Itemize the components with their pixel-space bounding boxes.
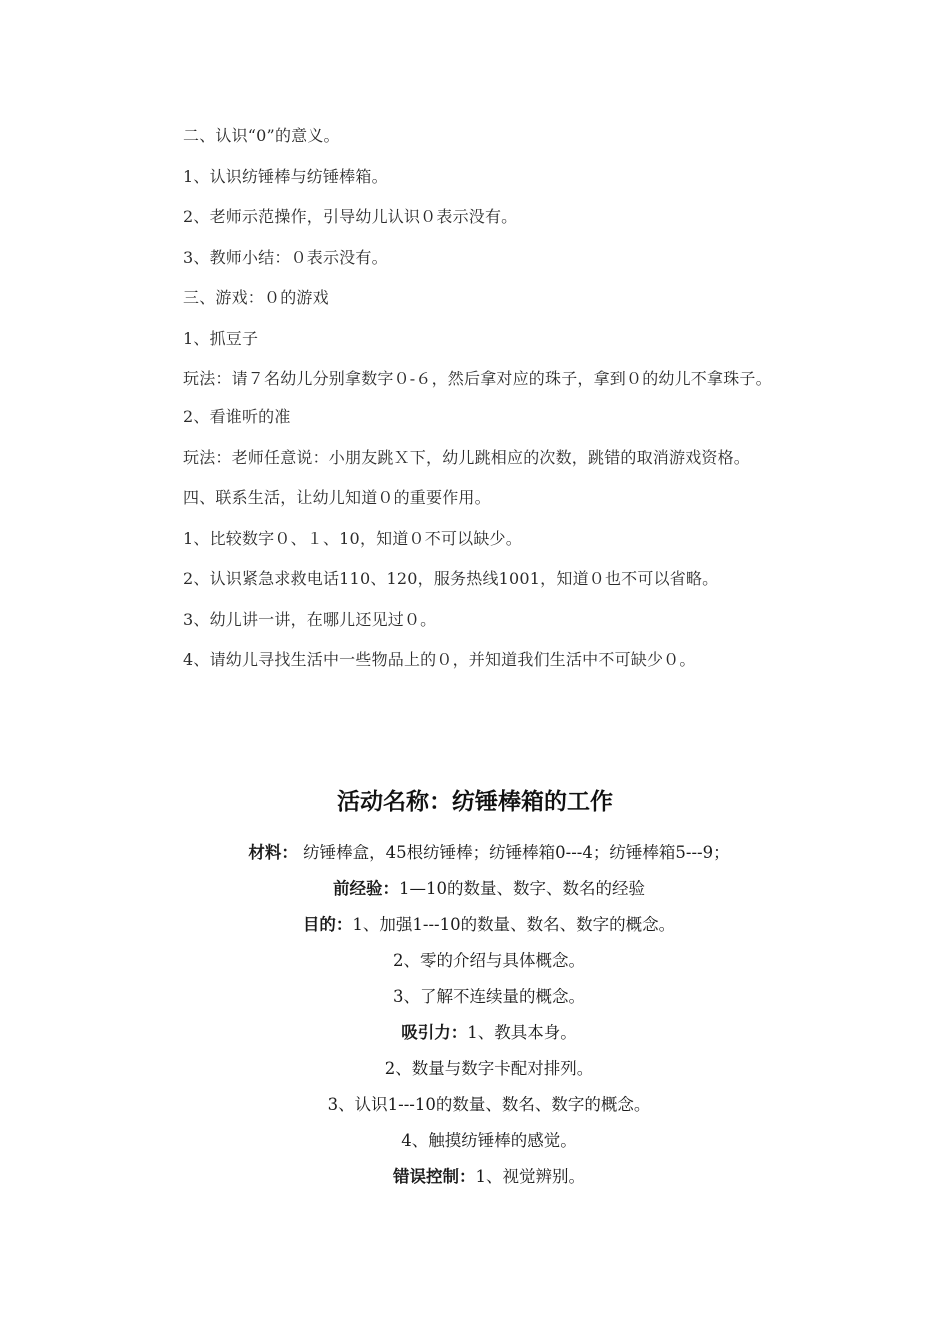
purpose-label: 目的： <box>302 915 353 934</box>
materials-line <box>0 838 950 868</box>
step-item: 2、老师示范操作，引导幼儿认识０表示没有。 <box>183 207 518 226</box>
prior-experience-label: 前经验： <box>333 879 399 898</box>
appeal-item: 4、触摸纺锤棒的感觉。 <box>401 1131 577 1150</box>
step-heading-3: 三、游戏：０的游戏 <box>183 288 329 307</box>
step-item: 1、比较数字０、１、10，知道０不可以缺少。 <box>183 528 522 548</box>
purpose-item: 3、了解不连续量的概念。 <box>393 987 585 1006</box>
materials-text: 纺锤棒盒，45根纺锤棒；纺锤棒箱0---4；纺锤棒箱5---9； <box>297 843 730 862</box>
step-heading-4: 四、联系生活，让幼儿知道０的重要作用。 <box>183 488 491 507</box>
step-heading-2: 二、认识“0”的意义。 <box>183 126 340 145</box>
appeal-line <box>0 1018 950 1048</box>
purpose-item: 1、加强1---10的数量、数名、数字的概念。 <box>352 915 676 934</box>
appeal-item: 3、认识1---10的数量、数名、数字的概念。 <box>327 1095 651 1114</box>
purpose-line <box>0 910 950 940</box>
step-item: 1、抓豆子 <box>183 328 259 348</box>
game-rule: 玩法：老师任意说：小朋友跳Ｘ下，幼儿跳相应的次数，跳错的取消游戏资格。 <box>183 447 751 467</box>
error-control-label: 错误控制： <box>393 1167 476 1186</box>
step-item: 3、教师小结：０表示没有。 <box>183 247 388 267</box>
error-control-item: 1、视觉辨别。 <box>475 1167 585 1186</box>
prior-experience-text: 1—10的数量、数字、数名的经验 <box>399 879 645 898</box>
step-item: 1、认识纺锤棒与纺锤棒箱。 <box>183 166 388 186</box>
step-item: 2、认识紧急求救电话110、120，服务热线1001，知道０也不可以省略。 <box>183 569 719 588</box>
error-control-line <box>0 1162 950 1192</box>
materials-label: 材料： <box>248 843 298 862</box>
step-item: 2、看谁听的准 <box>183 407 291 426</box>
game-rule: 玩法：请７名幼儿分别拿数字０-６，然后拿对应的珠子，拿到０的幼儿不拿珠子。 <box>183 369 772 388</box>
step-item: 3、幼儿讲一讲，在哪儿还见过０。 <box>183 609 437 629</box>
step-item: 4、请幼儿寻找生活中一些物品上的０，并知道我们生活中不可缺少０。 <box>183 650 696 669</box>
prior-experience-line <box>0 874 950 904</box>
lesson-steps <box>143 122 823 687</box>
activity-title: 活动名称：纺锤棒箱的工作 <box>337 789 613 815</box>
appeal-item: 2、数量与数字卡配对排列。 <box>384 1059 594 1078</box>
purpose-item: 2、零的介绍与具体概念。 <box>393 951 585 970</box>
appeal-item: 1、教具本身。 <box>467 1023 577 1042</box>
appeal-label: 吸引力： <box>401 1023 468 1042</box>
activity-details <box>0 838 950 1198</box>
